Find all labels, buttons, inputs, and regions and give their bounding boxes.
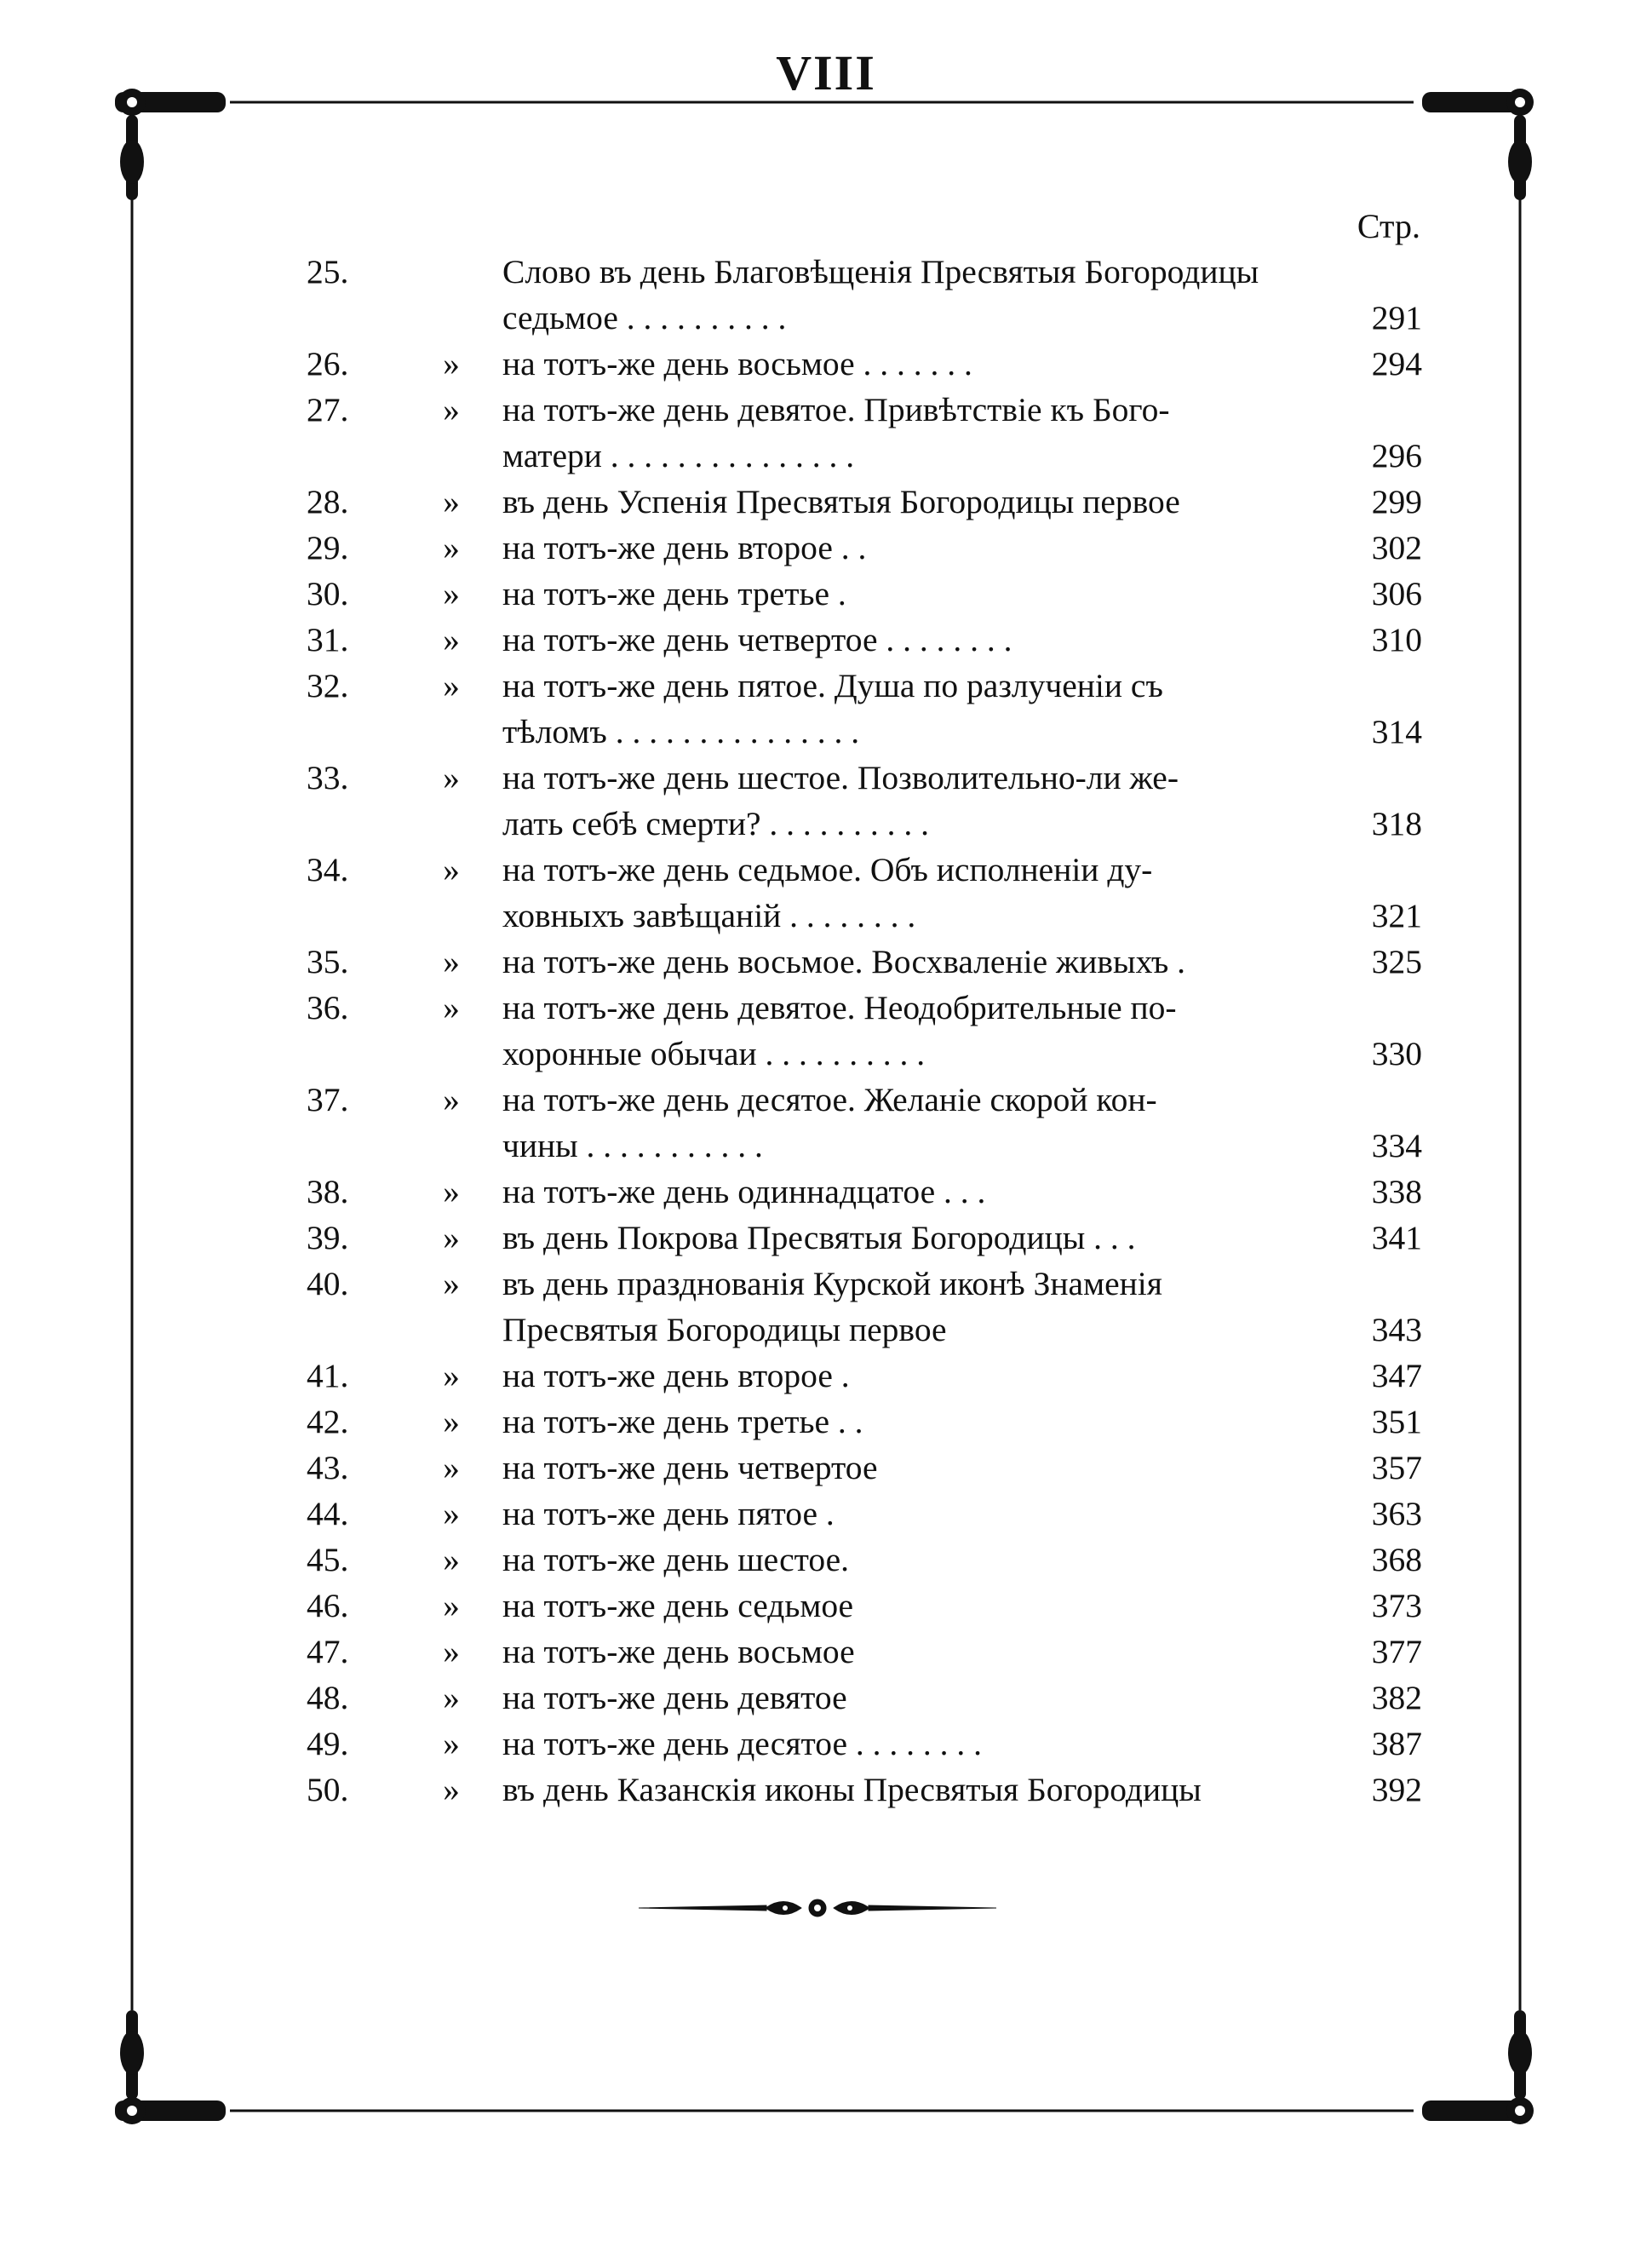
toc-page-number: 334 — [1371, 1127, 1422, 1164]
ditto-mark: » — [443, 1173, 460, 1210]
toc-entry-number: 27. — [307, 391, 349, 428]
toc-row — [307, 985, 1431, 1031]
toc-entry-number: 50. — [307, 1771, 349, 1808]
toc-entry-number: 46. — [307, 1587, 349, 1624]
toc-entry-number: 35. — [307, 943, 349, 980]
toc-entry-number: 30. — [307, 575, 349, 612]
toc-page-number: 351 — [1371, 1403, 1422, 1440]
toc-row — [307, 1399, 1431, 1445]
toc-entry-title: въ день Покрова Пресвятыя Богородицы . . . — [502, 1219, 1136, 1256]
toc-entry-title: Слово въ день Благовѣщенія Пресвятыя Богородицы — [502, 253, 1259, 290]
toc-page-number: 341 — [1371, 1219, 1422, 1256]
toc-page-number: 310 — [1371, 621, 1422, 658]
toc-entry-number: 40. — [307, 1265, 349, 1302]
toc-entry-number: 48. — [307, 1679, 349, 1716]
toc-page-number: 373 — [1371, 1587, 1422, 1624]
toc-row — [307, 1077, 1431, 1123]
toc-page-number: 321 — [1371, 897, 1422, 934]
toc-entry-title: въ день Казанскія иконы Пресвятыя Богородицы — [502, 1771, 1202, 1808]
toc-entry-title: матери . . . . . . . . . . . . . . . — [502, 437, 855, 474]
toc-entry-title: на тотъ-же день девятое — [502, 1679, 847, 1716]
toc-entry-title: въ день празднованія Курской иконѣ Знаменія — [502, 1265, 1162, 1302]
toc-page-number: 357 — [1371, 1449, 1422, 1486]
toc-row — [307, 1031, 1431, 1077]
toc-page-number: 382 — [1371, 1679, 1422, 1716]
toc-row — [307, 1491, 1431, 1537]
toc-entry-title: на тотъ-же день девятое. Неодобрительные по- — [502, 989, 1177, 1026]
toc-entry-title: на тотъ-же день пятое . — [502, 1495, 835, 1532]
toc-entry-title: на тотъ-же день шестое. Позволительно-ли же- — [502, 759, 1179, 796]
toc-entry-title: въ день Успенія Пресвятыя Богородицы первое — [502, 483, 1180, 520]
toc-entry-number: 37. — [307, 1081, 349, 1118]
toc-entry-number: 25. — [307, 253, 349, 290]
toc-entry-title: лать себѣ смерти? . . . . . . . . . . — [502, 805, 930, 842]
toc-entry-number: 43. — [307, 1449, 349, 1486]
ditto-mark: » — [443, 483, 460, 520]
page-number: VIII — [776, 45, 876, 101]
toc-row — [307, 939, 1431, 985]
toc-row — [307, 525, 1431, 571]
toc-row — [307, 1353, 1431, 1399]
ditto-mark: » — [443, 391, 460, 428]
ditto-mark: » — [443, 1449, 460, 1486]
toc-row — [307, 1215, 1431, 1261]
toc-entry-title: на тотъ-же день восьмое . . . . . . . — [502, 345, 972, 382]
toc-row — [307, 1537, 1431, 1583]
ditto-mark: » — [443, 621, 460, 658]
toc-entry-number: 26. — [307, 345, 349, 382]
ditto-mark: » — [443, 943, 460, 980]
toc-row — [307, 1307, 1431, 1353]
toc-entry-number: 34. — [307, 851, 349, 888]
toc-entry-title: на тотъ-же день шестое. — [502, 1541, 850, 1578]
toc-row — [307, 479, 1431, 525]
toc-entry-number: 41. — [307, 1357, 349, 1394]
toc-page-number: 363 — [1371, 1495, 1422, 1532]
toc-entry-number: 32. — [307, 667, 349, 704]
toc-entry-title: Пресвятыя Богородицы первое — [502, 1311, 947, 1348]
toc-page-number: 291 — [1371, 299, 1422, 336]
toc-row — [307, 341, 1431, 387]
ditto-mark: » — [443, 1679, 460, 1716]
ditto-mark: » — [443, 667, 460, 704]
toc-page-number: 296 — [1371, 437, 1422, 474]
toc-entry-title: на тотъ-же день одиннадцатое . . . — [502, 1173, 986, 1210]
ditto-mark: » — [443, 1541, 460, 1578]
toc-page-number: 347 — [1371, 1357, 1422, 1394]
ditto-mark: » — [443, 1633, 460, 1670]
ditto-mark: » — [443, 989, 460, 1026]
toc-page-number: 343 — [1371, 1311, 1422, 1348]
page-column-header: Стр. — [1357, 207, 1420, 245]
toc-entry-title: на тотъ-же день восьмое. Восхваленіе живыхъ . — [502, 943, 1186, 980]
toc-row — [307, 755, 1431, 801]
toc-page-number: 387 — [1371, 1725, 1422, 1762]
toc-row — [307, 1583, 1431, 1629]
toc-entry-title: на тотъ-же день второе . — [502, 1357, 850, 1394]
tailpiece-ornament — [639, 1893, 996, 1923]
toc-row — [307, 663, 1431, 709]
toc-row — [307, 295, 1431, 341]
toc-entry-number: 36. — [307, 989, 349, 1026]
toc-row — [307, 387, 1431, 433]
toc-entry-title: на тотъ-же день восьмое — [502, 1633, 855, 1670]
ditto-mark: » — [443, 759, 460, 796]
toc-page-number: 338 — [1371, 1173, 1422, 1210]
toc-entry-title: на тотъ-же день девятое. Привѣтствіе къ Бого- — [502, 391, 1170, 428]
toc-entry-title: на тотъ-же день седьмое. Объ исполненіи ду- — [502, 851, 1153, 888]
toc-entry-title: ховныхъ завѣщаній . . . . . . . . — [502, 897, 916, 934]
toc-entry-number: 42. — [307, 1403, 349, 1440]
toc-entry-title: на тотъ-же день десятое. Желаніе скорой кон- — [502, 1081, 1157, 1118]
toc-entry-number: 44. — [307, 1495, 349, 1532]
toc-entry-title: на тотъ-же день седьмое — [502, 1587, 854, 1624]
toc-page-number: 392 — [1371, 1771, 1422, 1808]
toc-page-number: 294 — [1371, 345, 1422, 382]
toc-page-number: 377 — [1371, 1633, 1422, 1670]
ditto-mark: » — [443, 1725, 460, 1762]
toc-row — [307, 249, 1431, 295]
ditto-mark: » — [443, 1403, 460, 1440]
toc-page-number: 318 — [1371, 805, 1422, 842]
toc-row — [307, 617, 1431, 663]
toc-row — [307, 847, 1431, 893]
toc-entry-title: на тотъ-же день пятое. Душа по разлученіи съ — [502, 667, 1163, 704]
toc-entry-title: на тотъ-же день третье . — [502, 575, 846, 612]
toc-entry-title: тѣломъ . . . . . . . . . . . . . . . — [502, 713, 860, 750]
ditto-mark: » — [443, 1587, 460, 1624]
toc-entry-title: хоронные обычаи . . . . . . . . . . — [502, 1035, 926, 1072]
toc-row — [307, 433, 1431, 479]
ditto-mark: » — [443, 529, 460, 566]
toc-entry-title: чины . . . . . . . . . . . — [502, 1127, 763, 1164]
toc-entry-title: на тотъ-же день четвертое . . . . . . . . — [502, 621, 1012, 658]
toc-entry-title: на тотъ-же день третье . . — [502, 1403, 863, 1440]
toc-page-number: 306 — [1371, 575, 1422, 612]
ditto-mark: » — [443, 1265, 460, 1302]
toc-entry-number: 49. — [307, 1725, 349, 1762]
ditto-mark: » — [443, 1081, 460, 1118]
ditto-mark: » — [443, 1219, 460, 1256]
toc-row — [307, 1675, 1431, 1721]
toc-row — [307, 801, 1431, 847]
toc-entry-number: 28. — [307, 483, 349, 520]
toc-row — [307, 571, 1431, 617]
ditto-mark: » — [443, 1357, 460, 1394]
ditto-mark: » — [443, 1771, 460, 1808]
toc-entry-number: 45. — [307, 1541, 349, 1578]
toc-row — [307, 1445, 1431, 1491]
toc-entry-title: на тотъ-же день четвертое — [502, 1449, 878, 1486]
toc-entry-number: 38. — [307, 1173, 349, 1210]
toc-page-number: 314 — [1371, 713, 1422, 750]
toc-row — [307, 1261, 1431, 1307]
ditto-mark: » — [443, 575, 460, 612]
toc-row — [307, 1721, 1431, 1767]
toc-page-number: 325 — [1371, 943, 1422, 980]
toc-row — [307, 1767, 1431, 1813]
toc-row — [307, 1123, 1431, 1169]
toc-row — [307, 709, 1431, 755]
toc-entry-title: на тотъ-же день второе . . — [502, 529, 867, 566]
toc-entry-number: 33. — [307, 759, 349, 796]
ditto-mark: » — [443, 851, 460, 888]
toc-page-number: 330 — [1371, 1035, 1422, 1072]
toc-entry-number: 39. — [307, 1219, 349, 1256]
toc-page-number: 299 — [1371, 483, 1422, 520]
toc-entry-number: 31. — [307, 621, 349, 658]
toc-entry-number: 47. — [307, 1633, 349, 1670]
toc-row — [307, 1629, 1431, 1675]
toc-page-number: 302 — [1371, 529, 1422, 566]
toc-entry-title: на тотъ-же день десятое . . . . . . . . — [502, 1725, 983, 1762]
toc-row — [307, 1169, 1431, 1215]
toc-page-number: 368 — [1371, 1541, 1422, 1578]
toc-entry-number: 29. — [307, 529, 349, 566]
table-of-contents — [307, 249, 1431, 1813]
toc-entry-title: седьмое . . . . . . . . . . — [502, 299, 787, 336]
ditto-mark: » — [443, 345, 460, 382]
toc-row — [307, 893, 1431, 939]
ditto-mark: » — [443, 1495, 460, 1532]
